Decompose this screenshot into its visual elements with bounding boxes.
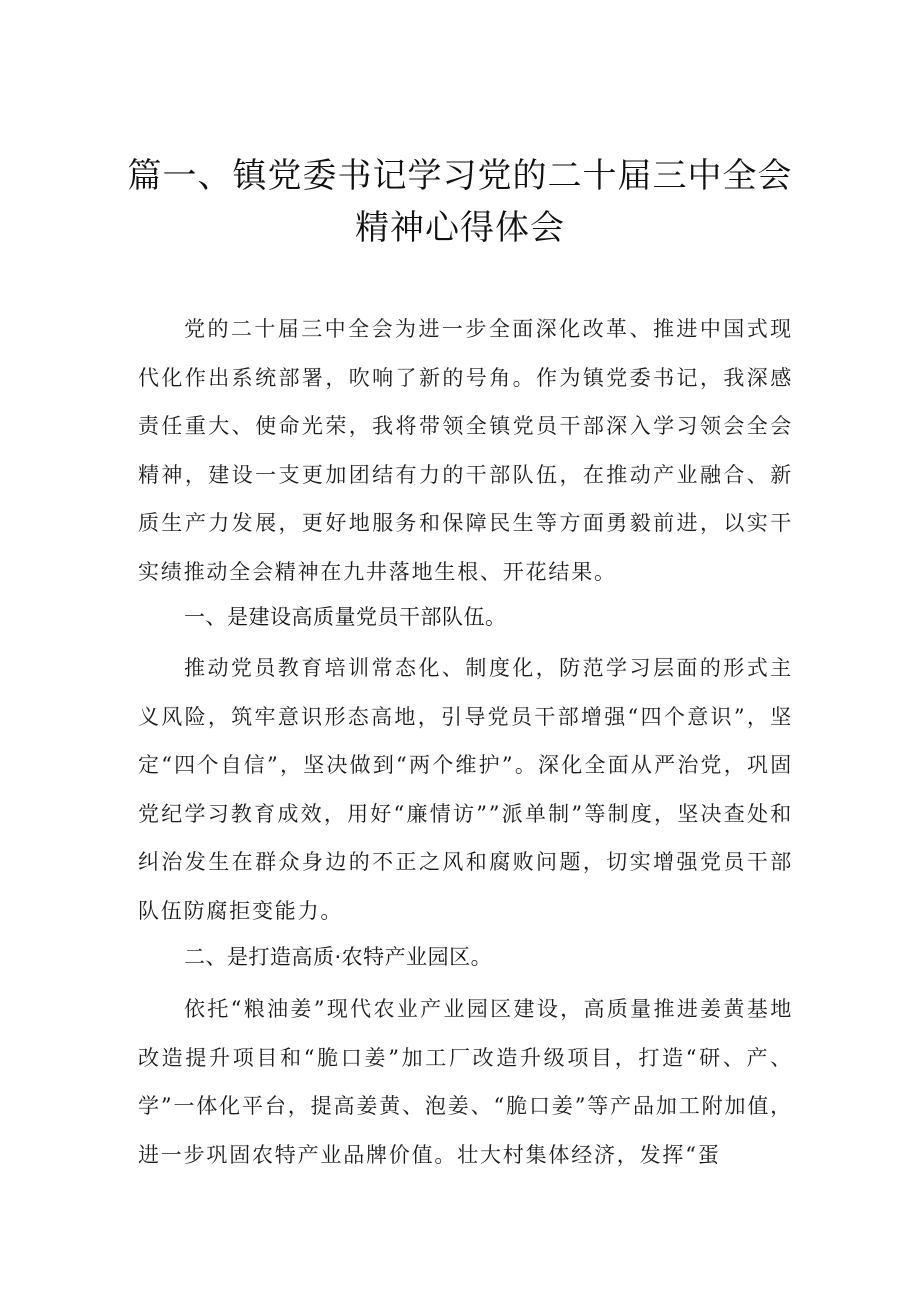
section-1-heading: 一、是建设高质量党员干部队伍。: [184, 605, 507, 629]
section-1-paragraph: 推动党员教育培训常态化、制度化，防范学习层面的形式主义风险，筑牢意识形态高地，引导党员干部增强“四个意识”，坚定“四个自信”，坚决做到“两个维护”。深化全面从严治党，巩固党纪学习教育成效，用好“廉情访””派单制”等制度，坚决查处和纠治发生在群众身边的不正之风和腐败问题，切实增强党员干部队伍防腐拒变能力。: [138, 656, 793, 923]
section-2-heading: 二、是打造高质·农特产业园区。: [184, 945, 493, 969]
document-title: [100, 150, 820, 254]
section-2-paragraph: 依托“粮油姜”现代农业产业园区建设，高质量推进姜黄基地改造提升项目和“脆口姜”加工厂改造升级项目，打造“研、产、学”一体化平台，提高姜黄、泡姜、“脆口姜”等产品加工附加值，进一步巩固农特产业品牌价值。壮大村集体经济，发挥“蛋: [138, 997, 793, 1167]
document-title-line-1: 篇一、镇党委书记学习党的二十届三中全会: [127, 156, 793, 196]
document-title-line-2: 精神心得体会: [355, 208, 565, 248]
intro-paragraph: 党的二十届三中全会为进一步全面深化改革、推进中国式现代化作出系统部署，吹响了新的号角。作为镇党委书记，我深感责任重大、使命光荣，我将带领全镇党员干部深入学习领会全会精神，建设一支更加团结有力的干部队伍，在推动产业融合、新质生产力发展，更好地服务和保障民生等方面勇毅前进，以实干实绩推动全会精神在九井落地生根、开花结果。: [138, 317, 793, 584]
